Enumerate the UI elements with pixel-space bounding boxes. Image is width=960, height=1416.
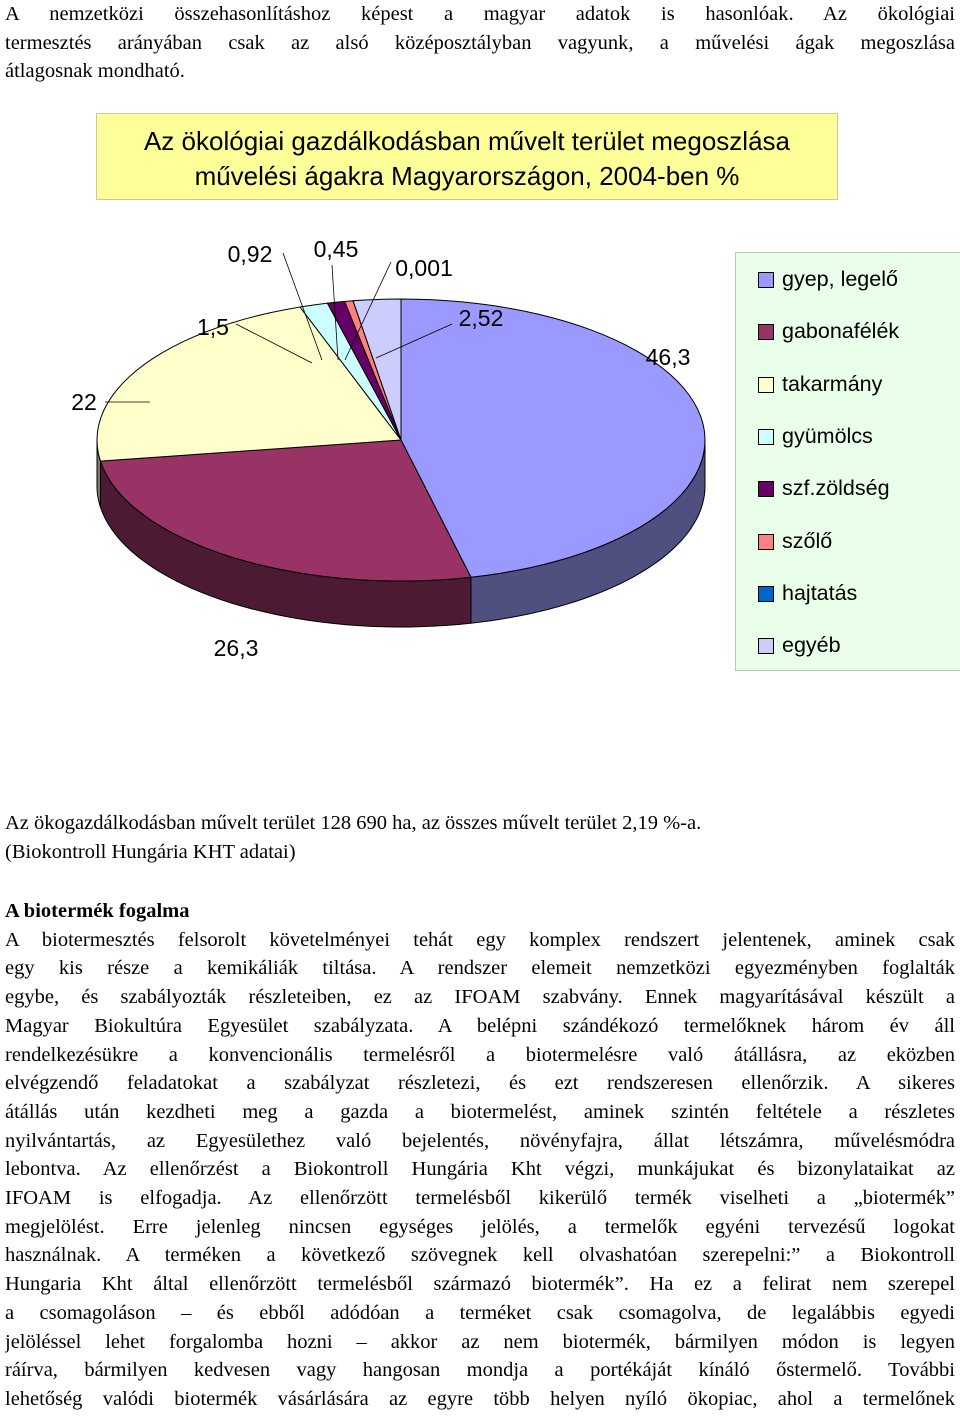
pie-chart bbox=[0, 220, 735, 690]
legend-label: hajtatás bbox=[782, 580, 858, 605]
intro-line: átlagosnak mondható. bbox=[5, 60, 185, 83]
section-heading: A biotermék fogalma bbox=[5, 900, 190, 922]
pie-value-label: 2,52 bbox=[458, 305, 504, 331]
section-line: elvégzendő feladatokat a szabályzat részletezi, és ezt rendszeresen ellenőrzik. A sikeres bbox=[5, 1072, 955, 1095]
chart-title bbox=[96, 113, 838, 200]
section-line: egy kis része a kemikáliák tiltása. A rendszer elemeit nemzetközi egyezményben foglalták bbox=[5, 957, 955, 980]
chart-legend bbox=[735, 252, 960, 671]
section-line: IFOAM is elfogadja. Az ellenőrzött termelésből kikerülő termék viselheti a „biotermék” bbox=[5, 1187, 955, 1210]
legend-label: gyümölcs bbox=[782, 423, 873, 448]
pie-value-label: 0,45 bbox=[313, 236, 359, 262]
pie-value-label: 1,5 bbox=[197, 314, 229, 340]
legend-swatch bbox=[758, 638, 774, 654]
section-line: lebontva. Az ellenőrzést a Biokontroll Hungária Kht végzi, munkájukat és bizonylataikat az bbox=[5, 1158, 955, 1181]
caption-line-1: Az ökogazdálkodásban művelt terület 128 690 ha, az összes művelt terület 2,19 %-a. bbox=[5, 812, 702, 834]
intro-paragraph bbox=[5, 0, 955, 86]
pie-value-label: 26,3 bbox=[213, 635, 259, 661]
pie-value-label: 22 bbox=[71, 389, 97, 415]
section-line: egybe, és szabályozták részleteiben, ez az IFOAM szabvány. Ennek magyarításával készült a bbox=[5, 986, 955, 1009]
legend-label: gabonafélék bbox=[782, 319, 900, 344]
pie-value-label: 46,3 bbox=[645, 344, 691, 370]
section-line: használnak. A terméken a következő szövegnek kell olvashatóan szerepelni:” a Biokontroll bbox=[5, 1244, 955, 1267]
legend-label: egyéb bbox=[782, 633, 841, 658]
pie-value-label: 0,92 bbox=[227, 241, 273, 267]
legend-swatch bbox=[758, 586, 774, 602]
section-line: Magyar Biokultúra Egyesület szabályzata. A belépni szándékozó termelőknek három év áll bbox=[5, 1014, 955, 1037]
legend-swatch bbox=[758, 481, 774, 497]
legend-swatch bbox=[758, 429, 774, 445]
section-line: a csomagoláson – és ebből adódóan a terméket csak csomagolva, de legalábbis egyedi bbox=[5, 1301, 955, 1324]
pie-value-label: 0,001 bbox=[395, 255, 453, 281]
chart-title-line-1: Az ökológiai gazdálkodásban művelt terület megoszlása bbox=[143, 126, 791, 156]
chart-caption bbox=[5, 809, 955, 866]
section-line: ráírva, bármilyen kedvesen vagy hangosan mondja a portékáját kínáló őstermelő. További bbox=[5, 1359, 955, 1382]
chart-title-line-2: művelési ágakra Magyarországon, 2004-ben % bbox=[194, 161, 740, 191]
section-line: nyilvántartás, az Egyesülethez való bejelentés, növényfajra, állat létszámra, művelésmódra bbox=[5, 1129, 955, 1152]
section-line: jelöléssel lehet forgalomba hozni – akkor az nem biotermék, bármilyen módon is legyen bbox=[5, 1330, 955, 1353]
section-line: Hungaria Kht által ellenőrzött termelésből származó biotermék”. Ha ez a felirat nem szerepel bbox=[5, 1273, 955, 1296]
section-line: rendelkezésükre a konvencionális termelésről a biotermelésre való átállásra, az eközben bbox=[5, 1043, 955, 1066]
legend-label: szf.zöldség bbox=[782, 476, 890, 501]
section-biotermek bbox=[5, 897, 955, 1414]
legend-swatch bbox=[758, 272, 774, 288]
legend-swatch bbox=[758, 324, 774, 340]
pie-tops bbox=[97, 299, 705, 581]
legend-label: gyep, legelő bbox=[782, 267, 898, 291]
legend-label: takarmány bbox=[782, 371, 883, 396]
section-line: lehetőség valódi biotermék vásárlására az egyre több helyen nyíló ökopiac, ahol a termelőnek bbox=[5, 1387, 955, 1410]
intro-line: termesztés arányában csak az alsó középosztályban vagyunk, a művelési ágak megoszlása bbox=[5, 31, 955, 54]
intro-line: A nemzetközi összehasonlításhoz képest a magyar adatok is hasonlóak. Az ökológiai bbox=[5, 3, 955, 25]
section-line: átállás után kezdheti meg a gazda a biotermelést, aminek szintén feltétele a részletes bbox=[5, 1100, 955, 1123]
caption-line-2: (Biokontroll Hungária KHT adatai) bbox=[5, 840, 296, 863]
section-line: megjelölést. Erre jelenleg nincsen egységes jelölés, a termelők egyéni tervezésű logokat bbox=[5, 1215, 955, 1238]
section-body bbox=[5, 926, 955, 1414]
legend-swatch bbox=[758, 534, 774, 550]
legend-label: szőlő bbox=[782, 528, 833, 553]
legend-swatch bbox=[758, 377, 774, 393]
section-line: A biotermesztés felsorolt követelményei tehát egy komplex rendszert jelentenek, aminek csak bbox=[5, 928, 955, 951]
